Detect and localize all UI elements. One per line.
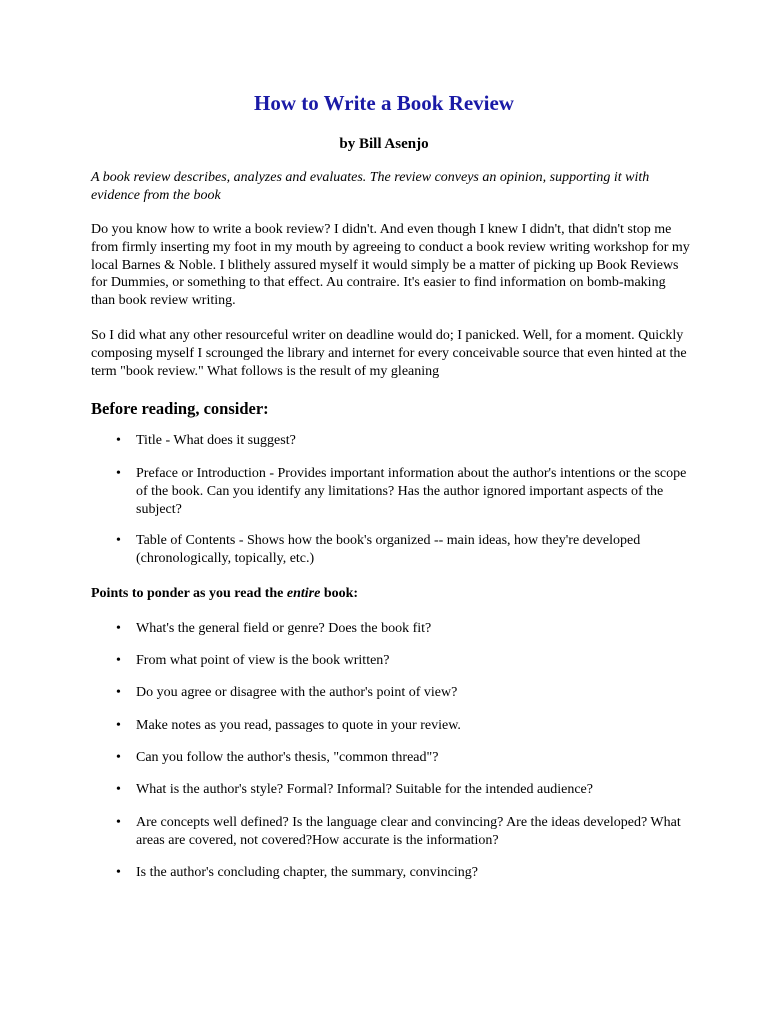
list-item-text: From what point of view is the book written? <box>136 653 390 668</box>
section-heading-before-reading: Before reading, consider: <box>91 399 269 418</box>
bullet-icon: • <box>116 815 121 830</box>
section-heading-points-to-ponder <box>91 585 691 603</box>
list-item <box>91 717 691 735</box>
document-title: How to Write a Book Review <box>254 91 514 115</box>
list-item-text: What is the author's style? Formal? Informal? Suitable for the intended audience? <box>136 782 593 797</box>
list-item <box>91 749 691 767</box>
list-item-text: Can you follow the author's thesis, "common thread"? <box>136 750 439 765</box>
bullet-icon: • <box>116 685 121 700</box>
list-item <box>91 814 691 850</box>
bullet-icon: • <box>116 718 121 733</box>
heading-text-before: Points to ponder as you read the <box>91 586 287 601</box>
list-item-text: Do you agree or disagree with the author's point of view? <box>136 685 458 700</box>
bullet-icon: • <box>116 621 121 636</box>
second-paragraph: So I did what any other resourceful writer on deadline would do; I panicked. Well, for a moment. Quickly composing myself I scrounged the library and internet for every conceivable source that even hinted at the term "book review." What follows is the result of my gleaning <box>91 328 687 379</box>
intro-paragraph: Do you know how to write a book review? I didn't. And even though I knew I didn't, that didn't stop me from firmly inserting my foot in my mouth by agreeing to conduct a book review writing workshop for my local Barnes & Noble. I blithely assured myself it would simply be a matter of picking up Book Reviews for Dummies, or something to that effect. Au contraire. It's easier to find information on bomb-making than book review writing. <box>91 222 690 309</box>
bullet-icon: • <box>116 653 121 668</box>
list-item <box>91 620 691 638</box>
list-item-text: Preface or Introduction - Provides important information about the author's intentions or the scope of the book. Can you identify any limitations? Has the author ignored important aspects of the subject? <box>136 466 687 517</box>
heading-text-after: book: <box>320 586 359 601</box>
list-item <box>91 432 691 450</box>
list-item <box>91 465 691 518</box>
list-item <box>91 532 691 568</box>
bullet-icon: • <box>116 433 121 448</box>
list-item <box>91 652 691 670</box>
summary-paragraph: A book review describes, analyzes and evaluates. The review conveys an opinion, supporting it with evidence from the book <box>91 170 650 203</box>
bullet-icon: • <box>116 466 121 481</box>
bullet-icon: • <box>116 865 121 880</box>
bullet-icon: • <box>116 750 121 765</box>
list-item <box>91 781 691 799</box>
heading-emphasis: entire <box>286 586 321 601</box>
byline: by Bill Asenjo <box>339 136 429 152</box>
list-item-text: What's the general field or genre? Does the book fit? <box>136 621 432 636</box>
list-item-text: Is the author's concluding chapter, the summary, convincing? <box>136 865 479 880</box>
list-item <box>91 684 691 702</box>
list-item-text: Are concepts well defined? Is the language clear and convincing? Are the ideas developed? What areas are covered, not covered?How accurate is the information? <box>136 815 681 848</box>
list-item-text: Make notes as you read, passages to quote in your review. <box>136 718 461 733</box>
list-item-text: Title - What does it suggest? <box>136 433 296 448</box>
list-item-text: Table of Contents - Shows how the book's organized -- main ideas, how they're developed (chronologically, topically, etc.) <box>136 533 641 566</box>
bullet-icon: • <box>116 533 121 548</box>
bullet-icon: • <box>116 782 121 797</box>
list-item <box>91 864 691 882</box>
